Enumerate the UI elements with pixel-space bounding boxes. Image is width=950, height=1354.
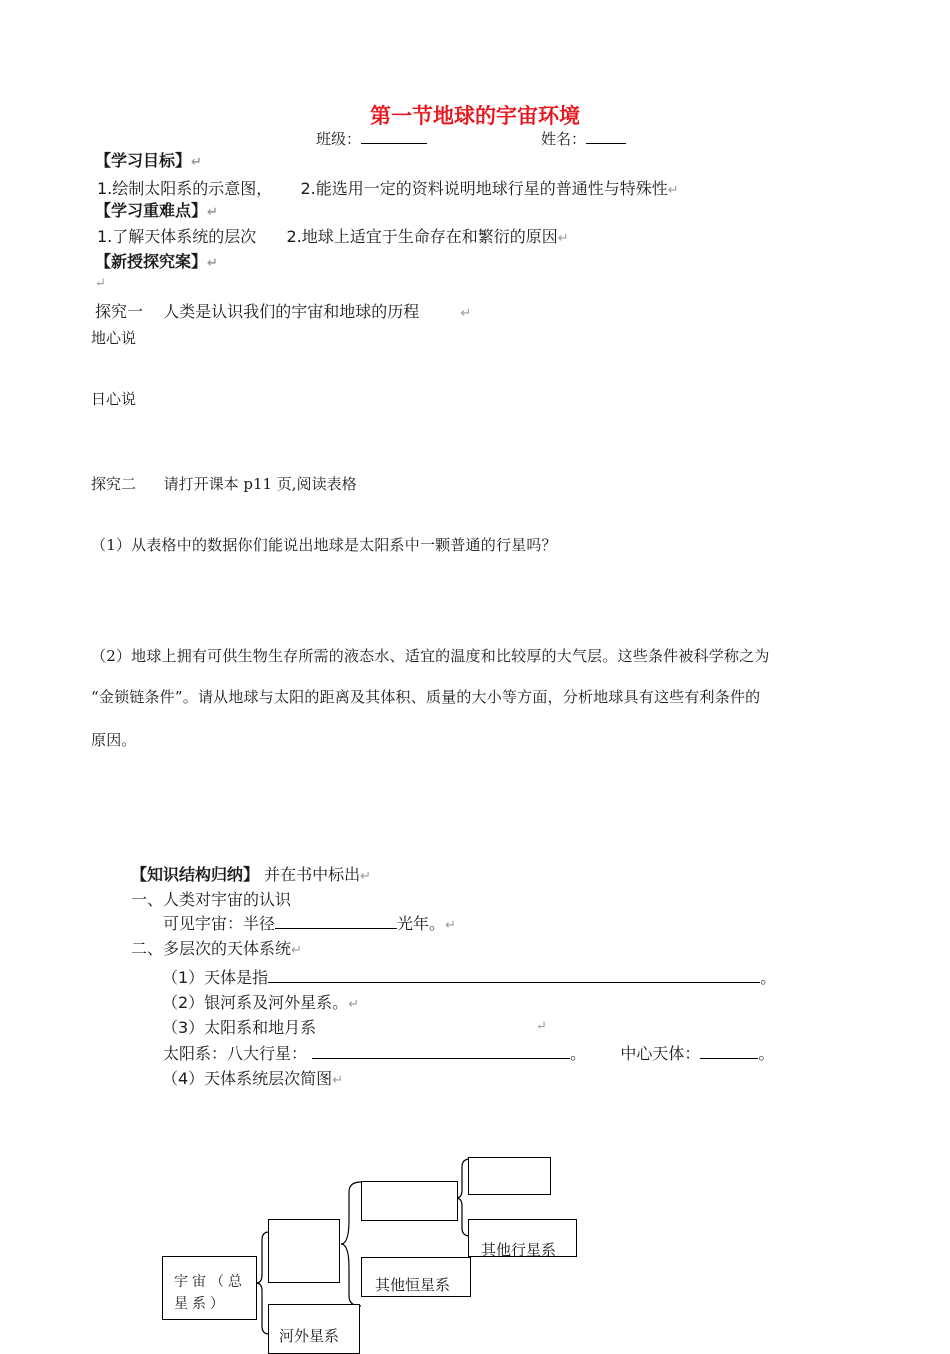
center-body-label: 中心天体：: [620, 1044, 701, 1063]
other-stars-box: [361, 1257, 471, 1297]
key-item-1: 1.了解天体系统的层次: [97, 227, 257, 246]
summary-header: 【知识结构归纳】 并在书中标出↵: [131, 865, 372, 884]
goals-header: 【学习目标】↵: [95, 151, 202, 170]
summary-item-4: （4）天体系统层次简图↵: [162, 1069, 344, 1088]
solar-system-line: 太阳系：八大行星： 。 中心天体： 。: [163, 1044, 775, 1063]
universe-label: 宇宙（总星系）: [174, 1274, 246, 1312]
explore-header: 【新授探究案】↵: [95, 252, 218, 271]
heliocentric-label: 日心说: [91, 390, 137, 408]
geocentric-label: 地心说: [91, 329, 137, 347]
visible-universe-line: 可见宇宙：半径 光年。↵: [163, 914, 456, 933]
goal-item-1: 1.绘制太阳系的示意图，: [97, 179, 273, 198]
other-stars-label: 其他恒星系: [375, 1276, 451, 1294]
explore-1-text: 人类是认识我们的宇宙和地球的历程: [163, 302, 420, 321]
return-mark: ↵: [95, 276, 106, 291]
question-2-line-1: （2）地球上拥有可供生物生存所需的液态水、适宜的温度和比较厚的大气层。这些条件被科学称之为: [91, 647, 770, 665]
summary-item-1: （1）天体是指 。: [162, 968, 777, 987]
summary-item-3: （3）太阳系和地月系: [162, 1018, 317, 1037]
question-2-line-3: 原因。: [91, 731, 137, 749]
page-title: 第一节地球的宇宙环境: [370, 104, 580, 128]
question-1: （1）从表格中的数据你们能说出地球是太阳系中一颗普通的行星吗？: [91, 536, 557, 554]
extragalactic-box: [268, 1304, 360, 1354]
other-planets-box: [468, 1219, 577, 1257]
solar-system-blank-box[interactable]: [361, 1181, 458, 1221]
return-mark: ↵: [191, 155, 202, 170]
goal-item-2: 2.能选用一定的资料说明地球行星的普通性与特殊性: [300, 179, 668, 198]
extragalactic-label: 河外星系: [279, 1327, 340, 1345]
other-planets-label: 其他行星系: [481, 1241, 557, 1259]
summary-part-1: 一、人类对宇宙的认识: [131, 890, 292, 909]
explore-1: 探究一 人类是认识我们的宇宙和地球的历程 ↵: [95, 302, 472, 321]
class-label: 班级：: [316, 130, 362, 148]
key-points-header: 【学习重难点】↵: [95, 201, 218, 220]
universe-box: [162, 1256, 257, 1320]
summary-part-2: 二、多层次的天体系统↵: [131, 939, 302, 958]
name-label: 姓名：: [541, 130, 587, 148]
key-item-2: 2.地球上适宜于生命存在和繁衍的原因: [286, 227, 558, 246]
earth-moon-blank-box[interactable]: [468, 1157, 551, 1195]
key-points-line: 1.了解天体系统的层次 2.地球上适宜于生命存在和繁衍的原因↵: [97, 227, 569, 246]
summary-item-2: （2）银河系及河外星系。↵: [162, 993, 360, 1012]
return-mark: ↵: [536, 1019, 547, 1034]
explore-2-label: 探究二: [91, 475, 137, 493]
summary-header-suffix: 并在书中标出: [264, 865, 361, 884]
galaxy-blank-box[interactable]: [268, 1219, 340, 1283]
goals-line: 1.绘制太阳系的示意图， 2.能选用一定的资料说明地球行星的普通性与特殊性↵: [97, 179, 679, 198]
explore-2-text: 请打开课本 p11 页,阅读表格: [163, 475, 357, 493]
explore-1-label: 探究一: [95, 302, 144, 321]
question-2-line-2: “金锁链条件”。请从地球与太阳的距离及其体积、质量的大小等方面，分析地球具有这些有利条件的: [91, 688, 761, 706]
